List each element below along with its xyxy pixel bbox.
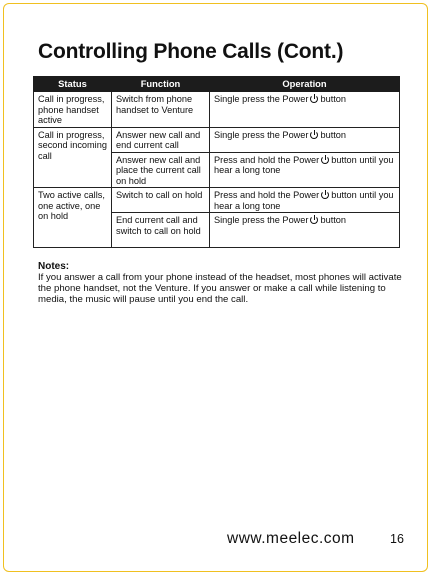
status-cell: Call in progress, second incoming call bbox=[34, 127, 112, 188]
operation-text: Single press the Power bbox=[214, 94, 309, 104]
power-icon bbox=[310, 95, 318, 103]
function-cell: Switch from phone handset to Venture bbox=[112, 92, 210, 128]
table-row bbox=[34, 127, 400, 152]
function-cell: Switch to call on hold bbox=[112, 188, 210, 213]
website-url: www.meelec.com bbox=[227, 530, 355, 547]
operation-cell bbox=[210, 188, 400, 213]
power-icon bbox=[321, 156, 329, 164]
operation-text-end: button until you hear a long tone bbox=[214, 154, 394, 175]
table-row bbox=[34, 188, 400, 213]
operation-text: Press and hold the Power bbox=[214, 190, 320, 200]
operation-cell bbox=[210, 127, 400, 152]
notes-heading: Notes: bbox=[38, 261, 70, 272]
function-cell: Answer new call and end current call bbox=[112, 127, 210, 152]
table-row bbox=[34, 92, 400, 128]
power-icon bbox=[310, 131, 318, 139]
operation-text-end: button bbox=[320, 129, 347, 140]
operation-text-end: button bbox=[320, 94, 347, 104]
function-cell: Answer new call and place the current call on hold bbox=[112, 152, 210, 188]
operation-text: Single press the Power bbox=[214, 129, 309, 140]
operation-text: Single press the Power bbox=[214, 215, 309, 225]
header-status: Status bbox=[34, 77, 112, 92]
status-cell: Call in progress, phone handset active bbox=[34, 92, 112, 128]
page-number: 16 bbox=[390, 532, 404, 546]
status-cell: Two active calls, one active, one on hold bbox=[34, 188, 112, 248]
operation-text-end: button bbox=[320, 215, 347, 225]
notes-text: If you answer a call from your phone instead of the headset, most phones will activate the phone handset, not the Venture. If you answer or make a call while listening to media, the music will pause until you end the call. bbox=[38, 272, 402, 305]
operation-cell bbox=[210, 213, 400, 248]
operation-cell bbox=[210, 92, 400, 128]
operation-text: Press and hold the Power bbox=[214, 154, 320, 165]
header-function: Function bbox=[112, 77, 210, 92]
page-title: Controlling Phone Calls (Cont.) bbox=[38, 40, 344, 63]
function-cell: End current call and switch to call on hold bbox=[112, 213, 210, 248]
operation-text-end: button until you hear a long tone bbox=[214, 190, 394, 211]
header-operation: Operation bbox=[210, 77, 400, 92]
table-header-row bbox=[34, 77, 400, 92]
operation-cell bbox=[210, 152, 400, 188]
power-icon bbox=[321, 191, 329, 199]
call-control-table bbox=[33, 76, 400, 248]
power-icon bbox=[310, 216, 318, 224]
manual-page bbox=[3, 3, 428, 572]
